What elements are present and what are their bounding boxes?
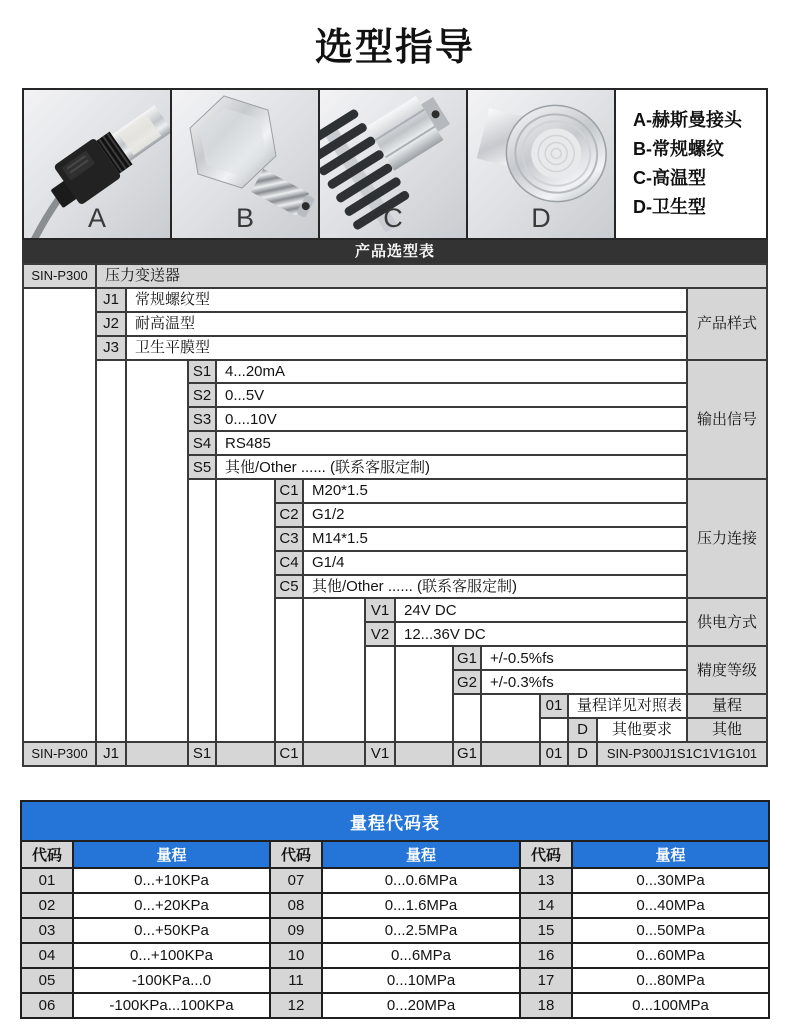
option-desc-cell: 0...5V	[217, 384, 686, 406]
option-code-cell: S3	[189, 408, 215, 430]
range-value-cell: 0...2.5MPa	[323, 919, 519, 942]
range-table-title: 量程代码表	[22, 802, 768, 840]
range-code-cell: 11	[271, 969, 321, 992]
empty-cell	[304, 599, 364, 740]
range-value-cell: 0...+50KPa	[74, 919, 269, 942]
example-code-cell: V1	[366, 743, 394, 765]
photo-letter-b: B	[235, 203, 254, 233]
option-desc-cell: M14*1.5	[304, 528, 686, 550]
example-code-cell: S1	[189, 743, 215, 765]
model-name-cell: 压力变送器	[97, 265, 766, 287]
range-header-range: 量程	[74, 842, 269, 867]
option-desc-cell: 常规螺纹型	[127, 289, 686, 311]
range-code-cell: 14	[521, 894, 571, 917]
range-value-cell: 0...0.6MPa	[323, 869, 519, 892]
option-desc-cell: 12...36V DC	[396, 623, 686, 645]
category-label-cell: 供电方式	[688, 599, 766, 645]
category-label-cell: 产品样式	[688, 289, 766, 359]
option-code-cell: C1	[276, 480, 302, 502]
legend-line-a: A-赫斯曼接头	[633, 110, 742, 130]
range-code-cell: 08	[271, 894, 321, 917]
option-desc-cell: 量程详见对照表	[569, 695, 686, 717]
range-value-cell: -100KPa...0	[74, 969, 269, 992]
selection-table-title: 产品选型表	[22, 240, 768, 263]
range-header-code: 代码	[521, 842, 571, 867]
option-desc-cell: RS485	[217, 432, 686, 454]
option-code-cell: G2	[454, 671, 480, 693]
option-code-cell: G1	[454, 647, 480, 669]
option-code-cell: J1	[97, 289, 125, 311]
range-code-table	[20, 800, 770, 1019]
option-desc-cell: M20*1.5	[304, 480, 686, 502]
range-code-cell: 18	[521, 994, 571, 1017]
range-value-cell: 0...6MPa	[323, 944, 519, 967]
range-code-cell: 07	[271, 869, 321, 892]
example-empty-cell	[127, 743, 187, 765]
option-desc-cell: 4...20mA	[217, 361, 686, 383]
option-desc-cell: 卫生平膜型	[127, 337, 686, 359]
range-code-cell: 12	[271, 994, 321, 1017]
range-code-cell: 15	[521, 919, 571, 942]
photo-sanitary	[468, 90, 614, 238]
empty-cell	[454, 695, 480, 741]
range-code-cell: 03	[22, 919, 72, 942]
range-code-cell: 01	[22, 869, 72, 892]
example-empty-cell	[482, 743, 539, 765]
option-desc-cell: 其他要求	[598, 719, 686, 741]
model-code-cell: SIN-P300	[24, 265, 95, 287]
range-value-cell: 0...100MPa	[573, 994, 768, 1017]
range-value-cell: 0...+100KPa	[74, 944, 269, 967]
option-code-cell: 01	[541, 695, 567, 717]
example-code-cell: SIN-P300	[24, 743, 95, 765]
empty-cell	[276, 599, 302, 740]
range-code-cell: 10	[271, 944, 321, 967]
photo-high-temp	[320, 90, 466, 238]
option-desc-cell: G1/4	[304, 552, 686, 574]
product-photo-strip	[22, 88, 768, 240]
option-code-cell: S1	[189, 361, 215, 383]
legend-line-d: D-卫生型	[633, 197, 706, 217]
option-desc-cell: 其他/Other ...... (联系客服定制)	[217, 456, 686, 478]
option-desc-cell: +/-0.3%fs	[482, 671, 686, 693]
range-value-cell: 0...80MPa	[573, 969, 768, 992]
range-code-cell: 13	[521, 869, 571, 892]
option-desc-cell: 其他/Other ...... (联系客服定制)	[304, 576, 686, 598]
option-code-cell: C5	[276, 576, 302, 598]
category-label-cell: 量程	[688, 695, 766, 717]
photo-legend	[616, 90, 766, 238]
option-code-cell: V2	[366, 623, 394, 645]
option-desc-cell: 24V DC	[396, 599, 686, 621]
category-label-cell: 输出信号	[688, 361, 766, 478]
photo-letter-c: C	[383, 203, 403, 233]
range-value-cell: 0...+20KPa	[74, 894, 269, 917]
photo-thread	[172, 90, 318, 238]
category-label-cell: 精度等级	[688, 647, 766, 693]
example-code-cell: C1	[276, 743, 302, 765]
legend-line-b: B-常规螺纹	[633, 139, 724, 159]
range-code-cell: 09	[271, 919, 321, 942]
legend-line-c: C-高温型	[633, 168, 706, 188]
example-code-cell: 01	[541, 743, 567, 765]
option-code-cell: S4	[189, 432, 215, 454]
option-desc-cell: +/-0.5%fs	[482, 647, 686, 669]
range-code-cell: 06	[22, 994, 72, 1017]
range-header-code: 代码	[271, 842, 321, 867]
range-code-cell: 05	[22, 969, 72, 992]
example-empty-cell	[304, 743, 364, 765]
range-header-code: 代码	[22, 842, 72, 867]
range-value-cell: 0...50MPa	[573, 919, 768, 942]
range-value-cell: -100KPa...100KPa	[74, 994, 269, 1017]
range-value-cell: 0...40MPa	[573, 894, 768, 917]
range-header-range: 量程	[323, 842, 519, 867]
empty-cell	[24, 289, 95, 741]
photo-letter-d: D	[531, 203, 551, 233]
selection-grid	[22, 263, 768, 767]
page-title: 选型指导	[314, 27, 475, 69]
option-code-cell: J2	[97, 313, 125, 335]
photo-hirschmann	[24, 90, 170, 238]
empty-cell	[189, 480, 215, 741]
option-code-cell: D	[569, 719, 596, 741]
example-code-cell: J1	[97, 743, 125, 765]
range-code-cell: 04	[22, 944, 72, 967]
option-code-cell: C2	[276, 504, 302, 526]
empty-cell	[127, 361, 187, 741]
example-code-cell: G1	[454, 743, 480, 765]
empty-cell	[482, 695, 539, 741]
category-label-cell: 压力连接	[688, 480, 766, 597]
range-header-range: 量程	[573, 842, 768, 867]
option-desc-cell: 0....10V	[217, 408, 686, 430]
option-code-cell: V1	[366, 599, 394, 621]
empty-cell	[366, 647, 394, 741]
option-code-cell: C3	[276, 528, 302, 550]
option-code-cell: J3	[97, 337, 125, 359]
option-desc-cell: 耐高温型	[127, 313, 686, 335]
empty-cell	[97, 361, 125, 741]
empty-cell	[396, 647, 452, 741]
example-empty-cell	[396, 743, 452, 765]
range-value-cell: 0...60MPa	[573, 944, 768, 967]
option-code-cell: S2	[189, 384, 215, 406]
range-value-cell: 0...30MPa	[573, 869, 768, 892]
empty-cell	[217, 480, 274, 741]
selection-table	[22, 240, 768, 767]
option-code-cell: S5	[189, 456, 215, 478]
range-code-cell: 02	[22, 894, 72, 917]
option-code-cell: C4	[276, 552, 302, 574]
option-desc-cell: G1/2	[304, 504, 686, 526]
range-code-cell: 16	[521, 944, 571, 967]
photo-letter-a: A	[87, 203, 106, 233]
range-value-cell: 0...+10KPa	[74, 869, 269, 892]
category-label-cell: 其他	[688, 719, 766, 741]
example-result-cell: SIN-P300J1S1C1V1G101	[598, 743, 766, 765]
range-code-cell: 17	[521, 969, 571, 992]
range-value-cell: 0...10MPa	[323, 969, 519, 992]
range-value-cell: 0...20MPa	[323, 994, 519, 1017]
empty-cell	[541, 719, 567, 741]
example-empty-cell	[217, 743, 274, 765]
range-value-cell: 0...1.6MPa	[323, 894, 519, 917]
example-code-cell: D	[569, 743, 596, 765]
